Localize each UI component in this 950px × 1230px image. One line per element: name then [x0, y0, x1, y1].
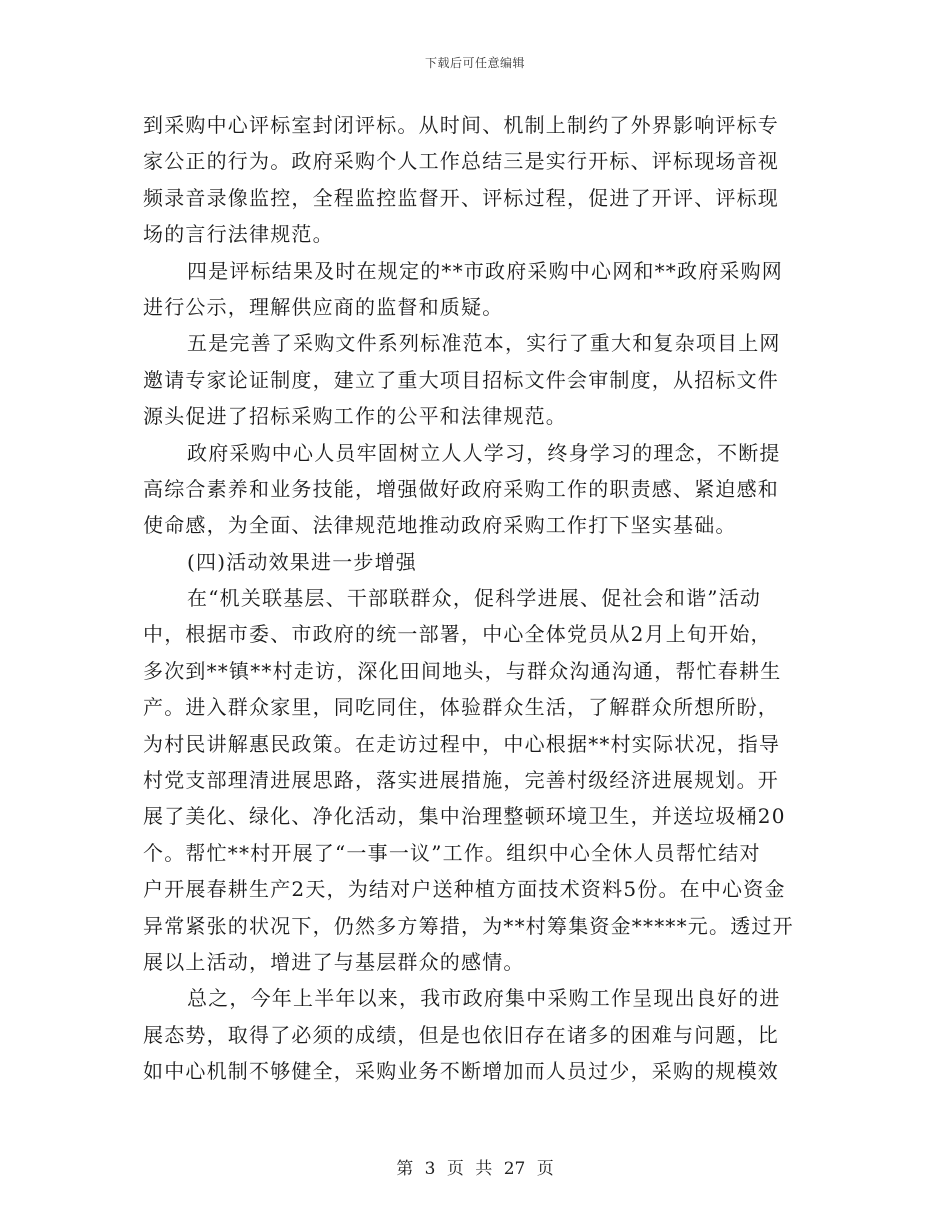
page-header: 下载后可任意编辑 [424, 56, 525, 70]
text-line: 源头促进了招标采购工作的公平和法律规范。 [143, 404, 567, 429]
text-line: 展了美化、绿化、净化活动，集中治理整顿环境卫生，并送垃圾桶20 [143, 804, 786, 829]
text-line: 场的言行法律规范。 [143, 222, 334, 247]
text-line: 异常紧张的状况下，仍然多方筹措，为**村筹集资金*****元。透过开 [143, 913, 794, 938]
text-line: (四)活动效果进一步增强 [187, 549, 418, 574]
footer-total-pages: 27 [503, 1159, 526, 1179]
text-line: 使命感，为全面、法律规范地推动政府采购工作打下坚实基础。 [143, 513, 737, 538]
text-line: 邀请专家论证制度，建立了重大项目招标文件会审制度，从招标文件 [143, 367, 779, 392]
text-line: 家公正的行为。政府采购个人工作总结三是实行开标、评标现场音视 [143, 149, 779, 174]
page-footer [0, 1154, 950, 1179]
text-line: 展态势，取得了必须的成绩，但是也依旧存在诸多的困难与问题，比 [143, 1022, 779, 1047]
text-line: 如中心机制不够健全，采购业务不断增加而人员过少，采购的规模效 [143, 1059, 779, 1084]
text-line: 政府采购中心人员牢固树立人人学习，终身学习的理念，不断提 [187, 440, 781, 465]
text-line: 村党支部理清进展思路，落实进展措施，完善村级经济进展规划。开 [143, 768, 779, 793]
text-line: 频录音录像监控，全程监控监督开、评标过程，促进了开评、评标现 [143, 185, 779, 210]
text-line: 展以上活动，增进了与基层群众的感情。 [143, 949, 525, 974]
text-line: 产。进入群众家里，同吃同住，体验群众生活，了解群众所想所盼， [143, 695, 779, 720]
footer-page-label: 页 [446, 1159, 464, 1179]
text-line: 四是评标结果及时在规定的**市政府采购中心网和**政府采购网 [187, 258, 783, 283]
text-line: 五是完善了采购文件系列标准范本，实行了重大和复杂项目上网 [187, 331, 781, 356]
text-line: 到采购中心评标室封闭评标。从时间、机制上制约了外界影响评标专 [143, 113, 779, 137]
text-line: 总之，今年上半年以来，我市政府集中采购工作呈现出良好的进 [187, 986, 781, 1011]
text-line: 多次到**镇**村走访，深化田间地头，与群众沟通沟通，帮忙春耕生 [143, 658, 782, 683]
text-line: 进行公示，理解供应商的监督和质疑。 [143, 294, 504, 319]
footer-page-number: 3 [424, 1159, 436, 1179]
text-line: 个。帮忙**村开展了“一事一议”工作。组织中心全休人员帮忙结对 [143, 840, 761, 865]
text-line: 为村民讲解惠民政策。在走访过程中，中心根据**村实际状况，指导 [143, 731, 781, 756]
text-line: 高综合素养和业务技能，增强做好政府采购工作的职责感、紧迫感和 [143, 476, 779, 501]
footer-suffix: 页 [536, 1159, 554, 1179]
text-line: 在“机关联基层、干部联群众，促科学进展、促社会和谐”活动 [187, 586, 762, 611]
text-line: 中，根据市委、市政府的统一部署，中心全体党员从2月上旬开始， [143, 622, 772, 647]
document-body [143, 107, 798, 1090]
footer-total-label: 共 [475, 1159, 493, 1179]
text-line: 户开展春耕生产2天，为结对户送种植方面技术资料5份。在中心资金 [143, 877, 786, 902]
footer-prefix: 第 [396, 1159, 414, 1179]
